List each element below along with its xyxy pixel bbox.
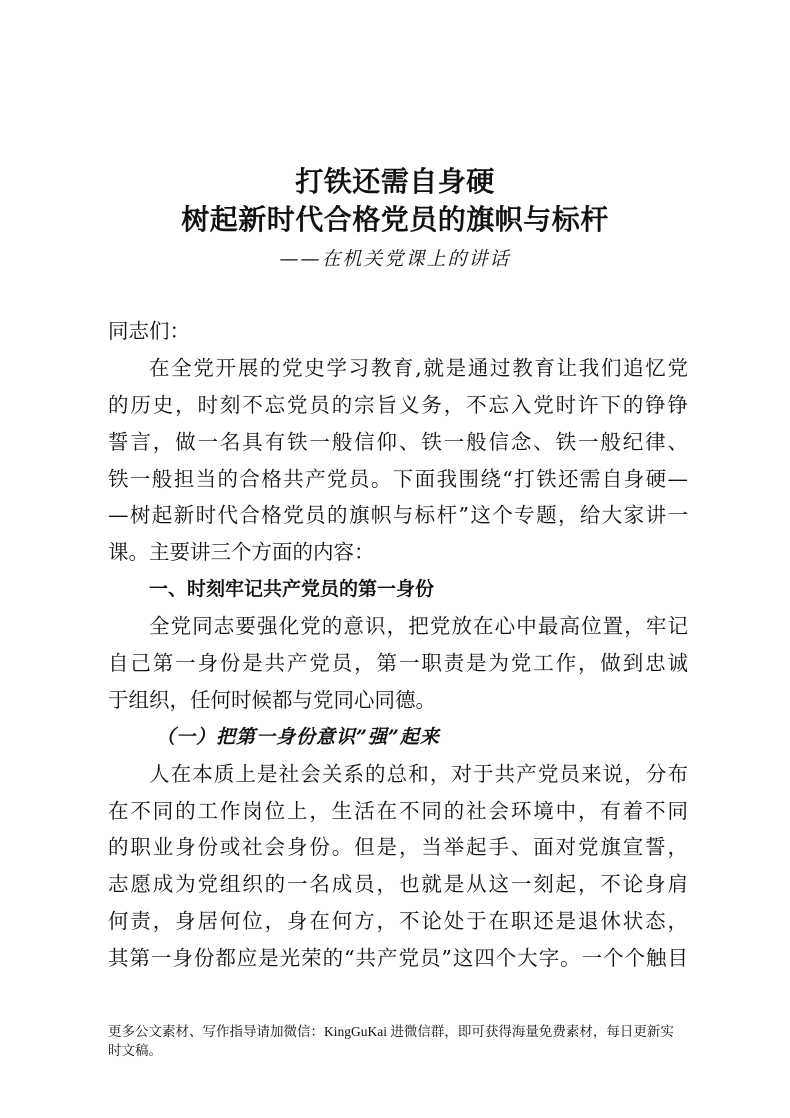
salutation: 同志们： bbox=[108, 319, 190, 343]
document-title-line-1: 打铁还需自身硬 bbox=[295, 165, 495, 198]
body-line: 何责，身居何位，身在何方，不论处于在职还是退休状态， bbox=[108, 909, 688, 934]
body-line: —树起新时代合格党员的旗帜与标杆”这个专题，给大家讲一 bbox=[108, 503, 688, 528]
footer-line-2: 时文稿。 bbox=[108, 1043, 162, 1058]
body-line: 的职业身份或社会身份。但是，当举起手、面对党旗宣誓， bbox=[108, 835, 688, 860]
document-title-line-2: 树起新时代合格党员的旗帜与标杆 bbox=[181, 203, 609, 236]
body-line: 在全党开展的党史学习教育,就是通过教育让我们追忆党 bbox=[149, 355, 688, 380]
body-line: 在不同的工作岗位上，生活在不同的社会环境中，有着不同 bbox=[108, 798, 688, 823]
body-line: 全党同志要强化党的意识，把党放在心中最高位置，牢记 bbox=[149, 614, 688, 639]
subsection-heading: （一）把第一身份意识”强”起来 bbox=[156, 725, 440, 748]
body-line: 人在本质上是社会关系的总和，对于共产党员来说，分布 bbox=[149, 761, 688, 786]
section-heading: 一、时刻牢记共产党员的第一身份 bbox=[149, 578, 435, 601]
document-body bbox=[108, 313, 688, 977]
document-subtitle: ——在机关党课上的讲话 bbox=[279, 248, 511, 270]
body-line: 课。主要讲三个方面的内容： bbox=[108, 540, 375, 565]
body-line: 的历史，时刻不忘党员的宗旨义务，不忘入党时许下的铮铮 bbox=[108, 392, 688, 417]
body-line: 其第一身份都应是光荣的“共产党员”这四个大字。一个个触目 bbox=[108, 946, 688, 971]
body-line: 于组织，任何时候都与党同心同德。 bbox=[108, 687, 436, 712]
body-line: 誓言，做一名具有铁一般信仰、铁一般信念、铁一般纪律、 bbox=[108, 429, 688, 454]
body-line: 自己第一身份是共产党员，第一职责是为党工作，做到忠诚 bbox=[108, 651, 688, 676]
footer-line-1: 更多公文素材、写作指导请加微信：KingGuKai 进微信群，即可获得海量免费素材，每日更新实 bbox=[108, 1024, 674, 1039]
body-line: 志愿成为党组织的一名成员，也就是从这一刻起，不论身肩 bbox=[108, 872, 688, 897]
page-footer bbox=[108, 1022, 698, 1060]
body-line: 铁一般担当的合格共产党员。下面我围绕“打铁还需自身硬— bbox=[108, 466, 688, 491]
